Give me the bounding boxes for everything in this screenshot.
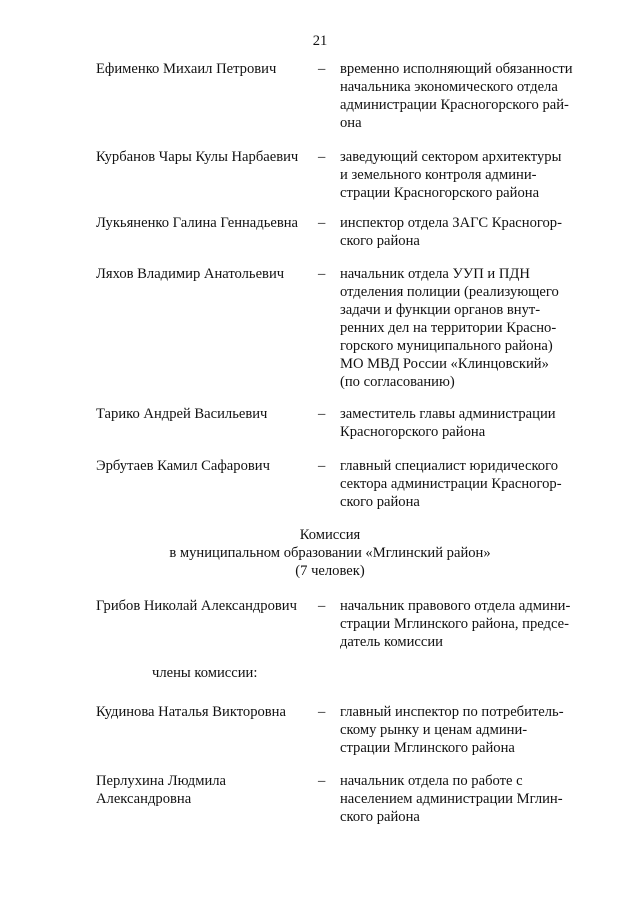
person-position: заместитель главы администрации Красногорского района <box>340 406 556 440</box>
person-name: Перлухина Людмила Александровна <box>96 773 227 807</box>
dash: – <box>318 458 326 474</box>
person-name: Курбанов Чары Кулы Нарбаевич <box>96 149 299 165</box>
page-number: 21 <box>312 33 328 49</box>
commission-subtitle: в муниципальном образовании «Мглинский район» <box>169 545 491 561</box>
person-position: начальник правового отдела админи- страции Мглинского района, предсе- датель комиссии <box>340 598 571 650</box>
person-name: Грибов Николай Александрович <box>96 598 297 614</box>
commission-title: Комиссия <box>299 527 361 543</box>
person-name: Кудинова Наталья Викторовна <box>96 704 286 720</box>
dash: – <box>318 61 326 77</box>
person-position: главный инспектор по потребитель- скому рынку и ценам админи- страции Мглинского района <box>340 704 564 756</box>
dash: – <box>318 773 326 789</box>
person-name: Ляхов Владимир Анатольевич <box>96 266 285 282</box>
members-label: члены комиссии: <box>152 665 258 681</box>
person-position: инспектор отдела ЗАГС Красногор- ского района <box>340 215 562 249</box>
dash: – <box>318 704 326 720</box>
commission-count: (7 человек) <box>295 563 365 579</box>
person-position: начальник отдела УУП и ПДН отделения полиции (реализующего задачи и функции органов внут- ренних дел на территории Красно- горского муниципального района) МО МВД России «Клинцовский» (по согласованию) <box>340 266 559 390</box>
person-position: главный специалист юридического сектора администрации Красногор- ского района <box>340 458 562 510</box>
dash: – <box>318 266 326 282</box>
person-position: начальник отдела по работе с населением администрации Мглин- ского района <box>340 773 563 825</box>
person-name: Лукьяненко Галина Геннадьевна <box>96 215 299 231</box>
person-name: Тарико Андрей Васильевич <box>96 406 268 422</box>
person-name: Эрбутаев Камил Сафарович <box>96 458 270 474</box>
person-position: заведующий сектором архитектуры и земельного контроля админи- страции Красногорского района <box>340 149 562 201</box>
dash: – <box>318 215 326 231</box>
dash: – <box>318 149 326 165</box>
person-position: временно исполняющий обязанности начальника экономического отдела администрации Красногорского рай- она <box>340 61 573 131</box>
person-name: Ефименко Михаил Петрович <box>96 61 277 77</box>
dash: – <box>318 598 326 614</box>
dash: – <box>318 406 326 422</box>
